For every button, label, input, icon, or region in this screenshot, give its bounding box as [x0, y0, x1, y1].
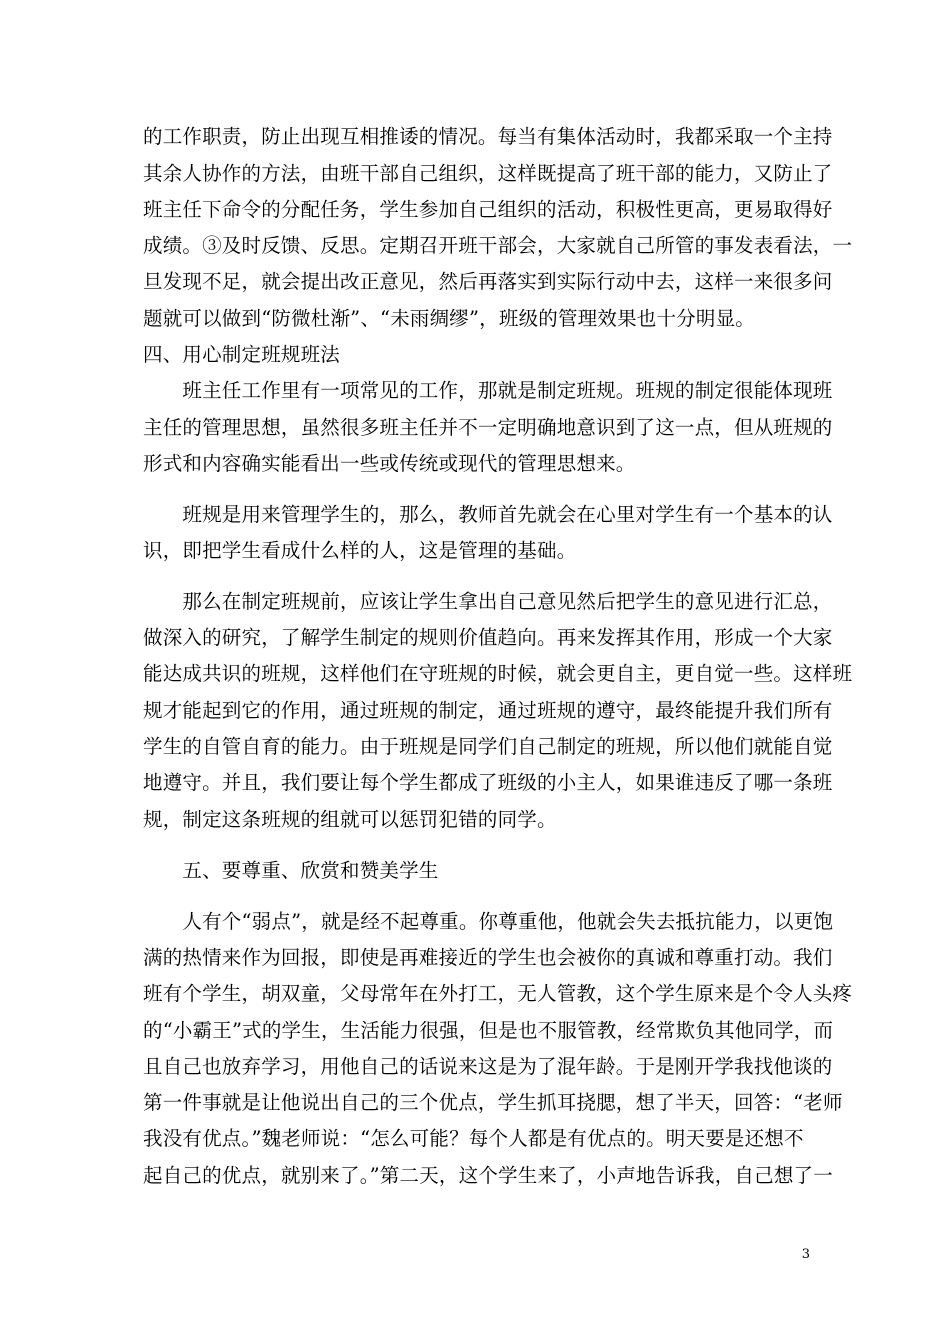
section-heading: 五、要尊重、欣赏和赞美学生: [143, 859, 439, 882]
body-line: 第一件事就是让他说出自己的三个优点，学生抓耳挠腮，想了半天，回答：“老师: [143, 1091, 843, 1114]
body-line: 规，制定这条班规的组就可以惩罚犯错的同学。: [143, 808, 557, 831]
body-line: 学生的自管自育的能力。由于班规是同学们自己制定的班规，所以他们就能自觉: [143, 735, 833, 758]
page-number: 3: [801, 1247, 810, 1262]
body-line: 的工作职责，防止出现互相推诿的情况。每当有集体活动时，我都采取一个主持: [143, 125, 833, 148]
body-line: 旦发现不足，就会提出改正意见，然后再落实到实际行动中去，这样一来很多问: [143, 270, 833, 293]
body-line: 人有个“弱点”，就是经不起尊重。你尊重他，他就会失去抵抗能力，以更饱: [143, 910, 834, 933]
body-line: 能达成共识的班规，这样他们在守班规的时候，就会更自主，更自觉一些。这样班: [143, 662, 853, 685]
section-heading: 四、用心制定班规班法: [143, 343, 341, 366]
body-line: 地遵守。并且，我们要让每个学生都成了班级的小主人，如果谁违反了哪一条班: [143, 771, 833, 794]
body-line: 的“小霸王”式的学生，生活能力很强，但是也不服管教，经常欺负其他同学，而: [143, 1019, 834, 1042]
body-line: 题就可以做到“防微杜渐”、“未雨绸缪”，班级的管理效果也十分明显。: [143, 307, 755, 330]
body-line: 主任的管理思想，虽然很多班主任并不一定明确地意识到了这一点，但从班规的: [143, 416, 833, 439]
body-line: 班主任工作里有一项常见的工作，那就是制定班规。班规的制定很能体现班: [143, 379, 833, 402]
body-line: 且自己也放弃学习，用他自己的话说来这是为了混年龄。于是刚开学我找他谈的: [143, 1055, 833, 1078]
body-line: 起自己的优点，就别来了。”第二天，这个学生来了，小声地告诉我，自己想了一: [143, 1164, 833, 1187]
body-line: 班有个学生，胡双童，父母常年在外打工，无人管教，这个学生原来是个令人头疼: [143, 982, 853, 1005]
body-line: 满的热情来作为回报，即使是再难接近的学生也会被你的真诚和尊重打动。我们: [143, 946, 833, 969]
body-line: 规才能起到它的作用，通过班规的制定，通过班规的遵守，最终能提升我们所有: [143, 699, 833, 722]
body-line: 我没有优点。”魏老师说：“怎么可能？每个人都是有优点的。明天要是还想不: [143, 1127, 804, 1150]
body-line: 班主任下命令的分配任务，学生参加自己组织的活动，积极性更高，更易取得好: [143, 198, 833, 221]
body-line: 那么在制定班规前，应该让学生拿出自己意见然后把学生的意见进行汇总，: [143, 590, 833, 613]
body-line: 班规是用来管理学生的，那么，教师首先就会在心里对学生有一个基本的认: [143, 503, 833, 526]
body-line: 识，即把学生看成什么样的人，这是管理的基础。: [143, 539, 577, 562]
body-line: 形式和内容确实能看出一些或传统或现代的管理思想来。: [143, 452, 636, 475]
body-line: 做深入的研究，了解学生制定的规则价值趋向。再来发挥其作用，形成一个大家: [143, 626, 833, 649]
body-line: 其余人协作的方法，由班干部自己组织，这样既提高了班干部的能力，又防止了: [143, 162, 833, 185]
body-line: 成绩。③及时反馈、反思。定期召开班干部会，大家就自己所管的事发表看法，一: [143, 234, 853, 257]
